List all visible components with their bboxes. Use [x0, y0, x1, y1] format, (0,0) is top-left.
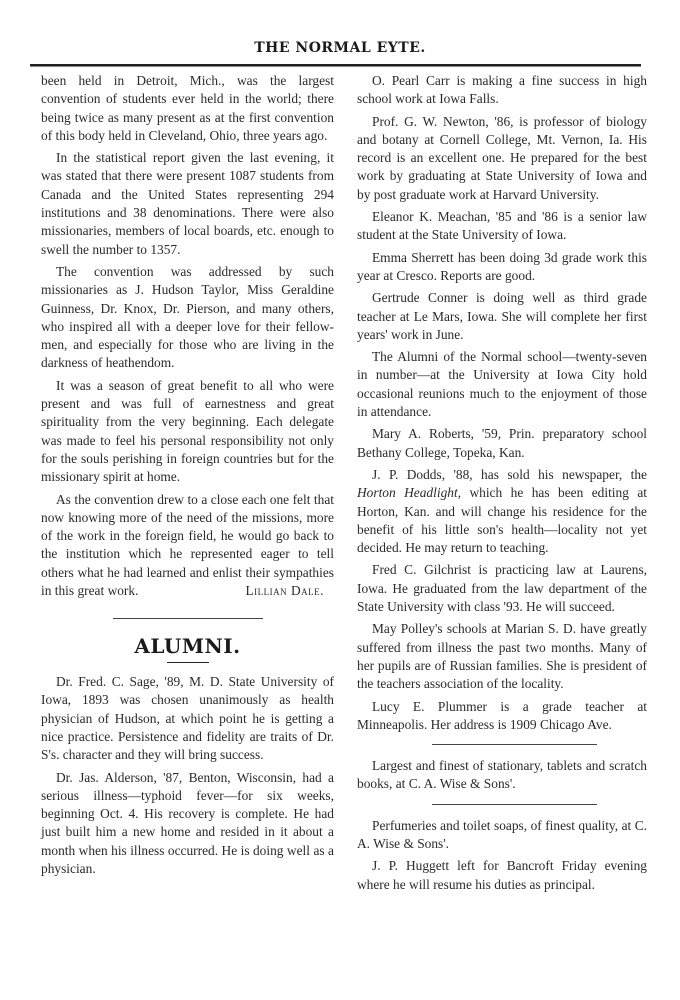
- alumni-note: Mary A. Roberts, '59, Prin. preparatory school Bethany College, Topeka, Kan.: [357, 426, 647, 460]
- alumni-note: Emma Sherrett has been doing 3d grade work this year at Cresco. Reports are good.: [357, 249, 647, 283]
- alumni-note: May Polley's schools at Marian S. D. have greatly suffered from illness the past two months. Many of her pupils are of Russian families. She is president of the teachers association of the locality.: [357, 621, 647, 692]
- alumni-note: Lucy E. Plummer is a grade teacher at Minneapolis. Her address is 1909 Chicago Ave.: [357, 698, 647, 732]
- alumni-note: Dr. Jas. Alderson, '87, Benton, Wisconsin, had a serious illness—typhoid fever—for six weeks, beginning Oct. 4. His recovery is complete. He had just built him a new home and resided in it about a month when his illness occurred. He is doing well as a physician.: [41, 769, 334, 877]
- left-column: [41, 72, 334, 882]
- section-divider: [113, 618, 263, 619]
- alumni-note: Gertrude Conner is doing well as third grade teacher at Le Mars, Iowa. She will complete her first years' work in June.: [357, 290, 647, 342]
- section-title-alumni: ALUMNI.: [134, 634, 241, 659]
- advertisement: Perfumeries and toilet soaps, of finest quality, at C. A. Wise & Sons'.: [357, 817, 647, 851]
- article-paragraph: As the convention drew to a close each one felt that now knowing more of the need of the missions, more of the work in the foreign field, he would go back to the institution which he represented eager to tell others what he had learned and enlist their sympathies in this great work.: [41, 491, 334, 599]
- alumni-note: Eleanor K. Meachan, '85 and '86 is a senior law student at the State University of Iowa.: [357, 209, 647, 243]
- title-underline: [167, 662, 209, 664]
- alumni-note: O. Pearl Carr is making a fine success in high school work at Iowa Falls.: [357, 73, 647, 107]
- article-paragraph: It was a season of great benefit to all who were present and was full of earnestness and great spirituality from the very beginning. Each delegate was made to feel his personal responsibility not only for the souls perishing in foreign countries but for the missionary spirit at home.: [41, 377, 334, 485]
- alumni-note: Prof. G. W. Newton, '86, is professor of biology and botany at Cornell College, Mt. Vernon, Ia. His record is an excellent one. He prepared for the best work by graduating at State University of Iowa and by post graduate work at Harvard University.: [357, 113, 647, 202]
- advertisement: Largest and finest of stationary, tablets and scratch books, at C. A. Wise & Sons'.: [357, 758, 647, 792]
- newspaper-name: Horton Headlight: [357, 485, 458, 501]
- ad-divider: [432, 804, 597, 805]
- ad-divider: [432, 744, 597, 745]
- article-paragraph: In the statistical report given the last evening, it was stated that there were present 1087 students from Canada and the United States representing 294 institutions and 38 denominations. There were also missionaries, members of local boards, etc. enough to swell the number to 1357.: [41, 150, 334, 257]
- alumni-note: [357, 466, 647, 557]
- note-text: J. P. Dodds, '88, has sold his newspaper, the: [372, 466, 647, 482]
- article-paragraph: been held in Detroit, Mich., was the largest convention of students ever held in the world; there being twice as many present as at the first convention of this body held in Cleveland, Ohio, three years ago.: [41, 73, 334, 143]
- alumni-note: Fred C. Gilchrist is practicing law at Laurens, Iowa. He graduated from the law department of the State University with class '93. He will succeed.: [357, 562, 647, 615]
- note-text: , which he has been editing at Horton, Kan. and will change his residence for the benefit of his little son's health—locality not yet decided. He may return to teaching.: [357, 485, 648, 556]
- author-signature: Lillian Dale.: [245, 583, 324, 599]
- alumni-note: Dr. Fred. C. Sage, '89, M. D. State University of Iowa, 1893 was chosen unanimously as health physician of Hudson, at which point he is getting a nice practice. Persistence and fidelity are traits of Dr. S's. character and they will bring success.: [41, 674, 334, 763]
- header-rule: [30, 64, 641, 67]
- masthead-title: THE NORMAL EYTE.: [254, 40, 426, 56]
- right-column: [357, 72, 647, 898]
- closing-note: J. P. Huggett left for Bancroft Friday evening where he will resume his duties as principal.: [357, 858, 647, 892]
- alumni-note: The Alumni of the Normal school—twenty-seven in number—at the University at Iowa City hold occasional reunions much to the enjoyment of those in attendance.: [357, 349, 647, 420]
- article-paragraph: The convention was addressed by such missionaries as J. Hudson Taylor, Miss Geraldine Guinness, Dr. Knox, Dr. Pierson, and many others, who inspired all with a deeper love for their fellow-men, and especially for those who are living in the darkness of heathendom.: [41, 263, 334, 371]
